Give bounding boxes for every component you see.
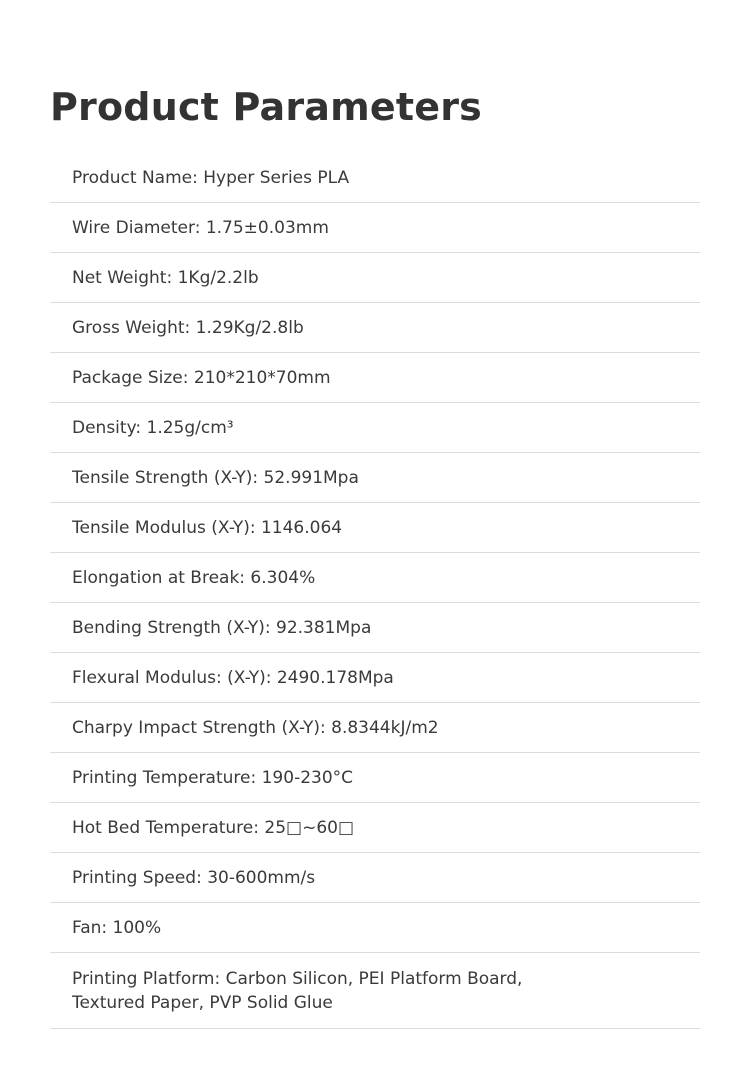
param-gross-weight: Gross Weight: 1.29Kg/2.8lb (50, 303, 700, 353)
param-flexural-modulus: Flexural Modulus: (X-Y): 2490.178Mpa (50, 653, 700, 703)
param-tensile-strength: Tensile Strength (X-Y): 52.991Mpa (50, 453, 700, 503)
param-product-name: Product Name: Hyper Series PLA (50, 153, 700, 203)
param-package-size: Package Size: 210*210*70mm (50, 353, 700, 403)
parameter-list (50, 153, 700, 1029)
param-net-weight: Net Weight: 1Kg/2.2lb (50, 253, 700, 303)
param-hot-bed-temperature: Hot Bed Temperature: 25□~60□ (50, 803, 700, 853)
param-tensile-modulus: Tensile Modulus (X-Y): 1146.064 (50, 503, 700, 553)
param-printing-platform-text (72, 967, 522, 1015)
param-elongation-at-break: Elongation at Break: 6.304% (50, 553, 700, 603)
platform-line-1: Printing Platform: Carbon Silicon, PEI Platform Board, (72, 968, 523, 989)
param-density: Density: 1.25g/cm³ (50, 403, 700, 453)
param-charpy-impact-strength: Charpy Impact Strength (X-Y): 8.8344kJ/m2 (50, 703, 700, 753)
param-printing-speed: Printing Speed: 30-600mm/s (50, 853, 700, 903)
platform-line-2: Textured Paper, PVP Solid Glue (72, 992, 333, 1013)
page-title: Product Parameters (50, 85, 482, 129)
param-bending-strength: Bending Strength (X-Y): 92.381Mpa (50, 603, 700, 653)
param-printing-temperature: Printing Temperature: 190-230°C (50, 753, 700, 803)
param-printing-platform (50, 953, 700, 1029)
param-wire-diameter: Wire Diameter: 1.75±0.03mm (50, 203, 700, 253)
param-fan: Fan: 100% (50, 903, 700, 953)
